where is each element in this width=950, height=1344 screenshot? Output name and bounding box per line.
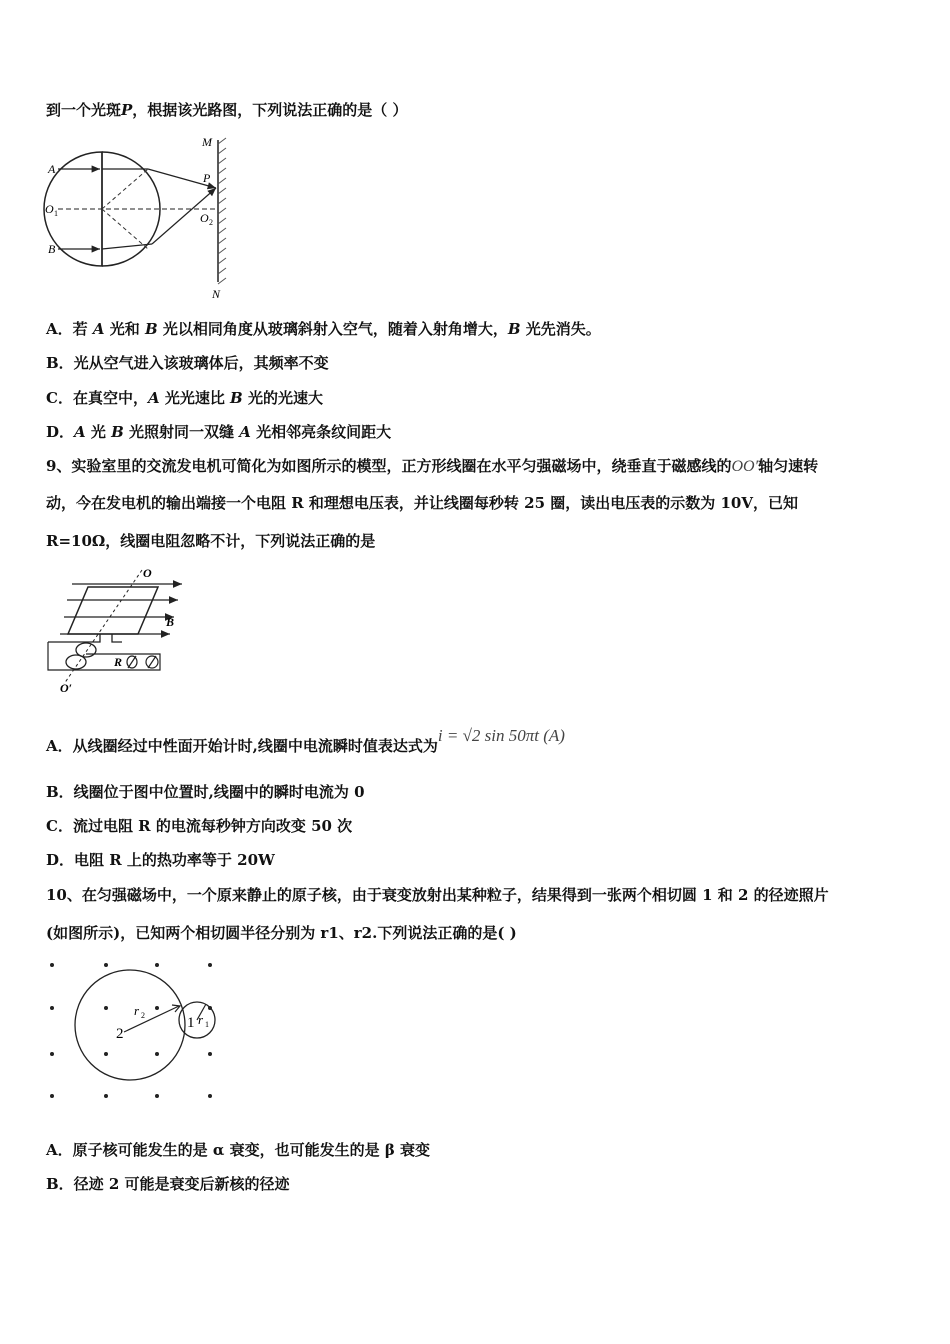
q8-option-a-text: 光先消失。 [520,320,601,338]
q8-option-a [46,318,601,340]
q9-stem-line-2: 动，今在发电机的输出端接一个电阻 R 和理想电压表，并让线圈每秒转 25 圈，读出电压表的示数为 10V，已知 [46,494,798,512]
q10-tracks-figure [44,956,224,1106]
q8-option-c-B: B [230,389,243,407]
q8-option-a-B: B [507,320,521,338]
q8-option-c [46,387,323,409]
q10-option-a: A．原子核可能发生的是 α 衰变，也可能发生的是 β 衰变 [46,1141,431,1159]
q9-stem-text: 轴匀速转 [758,457,819,475]
fig10-label-r1: r [198,1012,204,1027]
fig8-label-P: P [203,171,211,185]
q10-option-b: B．径迹 2 可能是衰变后新核的径迹 [46,1175,290,1193]
q10-stem-line-1: 10、在匀强磁场中，一个原来静止的原子核，由于衰变放射出某种粒子，结果得到一张两个相切圆 1 和 2 的径迹照片 [46,886,829,904]
fig10-label-r1-sub: 1 [205,1020,209,1029]
fig8-label-O1: O [45,202,54,216]
q8-option-d-text: 光相邻亮条纹间距大 [250,423,392,441]
q9-option-a-formula: i = √2 sin 50πt (A) [437,726,565,745]
fig8-label-B: B [48,242,56,256]
fig9-label-R: R [114,655,123,669]
fig8-label-N: N [212,287,221,301]
q8-option-c-A: A [147,389,160,407]
fig10-label-r2-sub: 2 [141,1011,145,1020]
fig9-label-B: B [166,615,175,629]
q8-option-d-B: B [111,423,124,441]
q8-option-c-text: 光的光速大 [242,389,323,407]
q9-option-d: D．电阻 R 上的热功率等于 20W [46,851,275,869]
q8-stem [46,99,408,121]
q8-option-a-text: A．若 [46,320,93,338]
q9-axis-symbol: OO′ [731,458,759,475]
fig8-label-O1-sub: 1 [54,209,58,218]
q8-optics-figure [40,132,240,304]
q8-stem-text-1: 到一个光斑 [46,101,122,119]
fig10-label-r2: r [134,1003,140,1018]
q8-option-a-text: 光和 [104,320,145,338]
q8-option-a-A: A [92,320,105,338]
q8-option-c-text: C．在真空中， [46,389,148,407]
q10-stem-line-2: (如图所示)，已知两个相切圆半径分别为 r1、r2.下列说法正确的是( ) [46,924,517,942]
q9-option-a [46,726,565,757]
q8-option-c-text: 光光速比 [159,389,231,407]
q8-option-a-text: 光以相同角度从玻璃斜射入空气，随着入射角增大， [157,320,508,338]
q8-option-d-text: 光 [85,423,112,441]
fig9-label-O: O [143,566,152,580]
q8-option-b: B．光从空气进入该玻璃体后，其频率不变 [46,354,329,372]
q8-option-d-A: A [239,423,251,441]
fig9-label-Oprime: O′ [60,681,73,695]
q9-stem-line-3: R=10Ω，线圈电阻忽略不计，下列说法正确的是 [46,532,376,550]
q8-option-d-text: 光照射同一双缝 [123,423,240,441]
q8-stem-P: P [121,101,133,119]
q9-stem-text: 9、实验室里的交流发电机可简化为如图所示的模型，正方形线圈在水平匀强磁场中，绕垂直于磁感线的 [46,457,732,475]
fig10-label-1: 1 [187,1015,195,1031]
q8-option-d-text: D． [46,423,75,441]
fig8-label-A: A [48,162,56,176]
q9-option-a-text: A．从线圈经过中性面开始计时,线圈中电流瞬时值表达式为 [46,737,438,755]
q9-generator-figure [42,562,192,694]
q8-stem-text-2: ，根据该光路图，下列说法正确的是（ ） [132,101,408,119]
q9-option-b: B．线圈位于图中位置时,线圈中的瞬时电流为 0 [46,783,365,801]
fig8-label-O2: O [200,211,209,225]
q9-option-c: C．流过电阻 R 的电流每秒钟方向改变 50 次 [46,817,353,835]
q8-option-d [46,421,391,443]
fig8-label-O2-sub: 2 [209,218,213,227]
fig8-label-M: M [202,135,212,149]
fig10-label-2: 2 [116,1026,124,1042]
q9-stem-line-1 [46,455,818,478]
q8-option-a-B: B [144,320,158,338]
q8-option-d-A: A [74,423,86,441]
